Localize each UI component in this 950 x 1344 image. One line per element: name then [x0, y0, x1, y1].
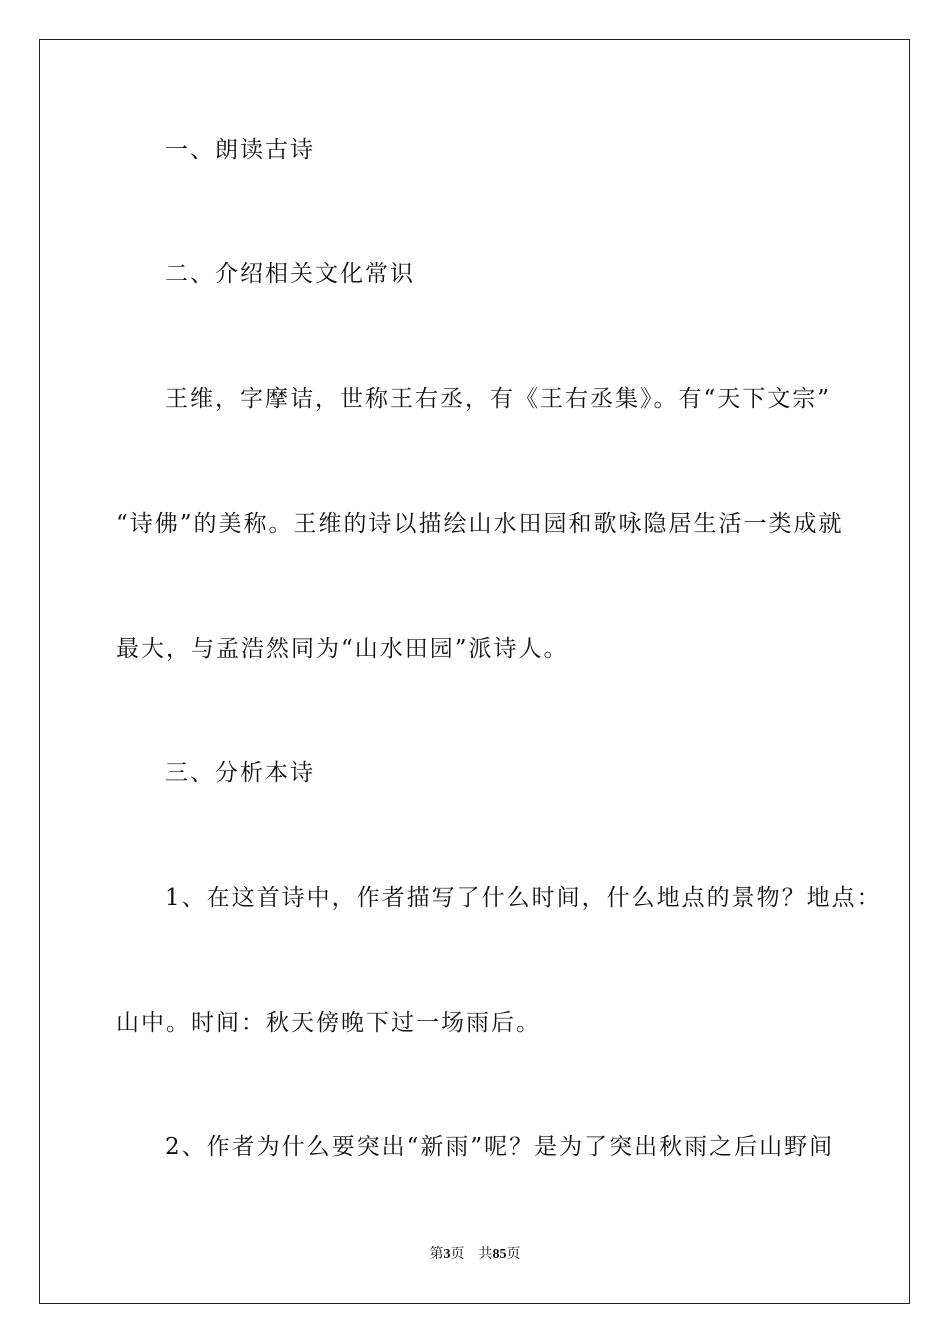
paragraph-line: 王维，字摩诘，世称王右丞，有《王右丞集》。有“天下文宗”	[165, 386, 832, 412]
heading-cultural-knowledge: 二、介绍相关文化常识	[165, 261, 415, 287]
question-line: 1、在这首诗中，作者描写了什么时间，什么地点的景物？地点：	[165, 885, 882, 911]
page-footer	[0, 1246, 950, 1264]
heading-reading-poem: 一、朗读古诗	[165, 137, 315, 163]
footer-total-prefix: 共	[478, 1247, 493, 1262]
paragraph-line: “诗佛”的美称。王维的诗以描绘山水田园和歌咏隐居生活一类成就	[116, 511, 844, 537]
footer-total-suffix: 页	[506, 1247, 521, 1262]
heading-analysis: 三、分析本诗	[165, 760, 315, 786]
paragraph-line: 最大，与孟浩然同为“山水田园”派诗人。	[116, 636, 569, 662]
footer-page-prefix: 第	[429, 1247, 444, 1262]
page-border	[39, 39, 910, 1304]
footer-current-page: 3	[443, 1247, 451, 1262]
answer-line: 山中。时间：秋天傍晚下过一场雨后。	[116, 1010, 541, 1036]
footer-total-pages: 85	[492, 1247, 507, 1262]
question-line: 2、作者为什么要突出“新雨”呢？是为了突出秋雨之后山野间	[165, 1134, 835, 1160]
footer-page-suffix: 页	[450, 1247, 465, 1262]
